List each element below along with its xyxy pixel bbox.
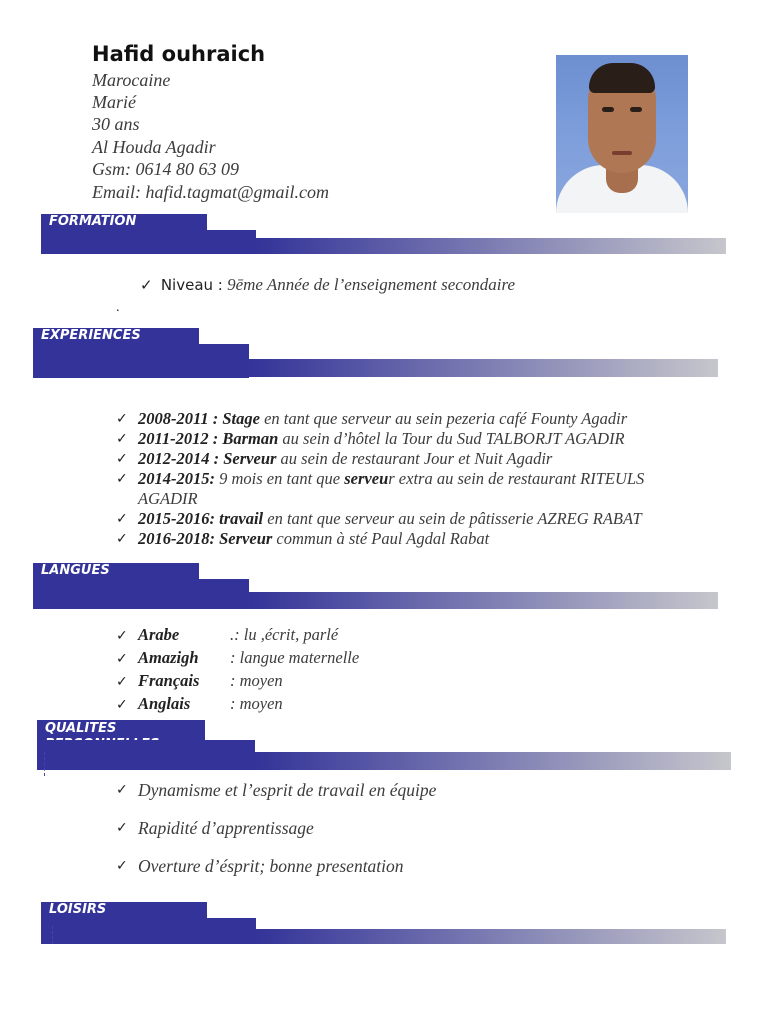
section-header-loisirs xyxy=(41,902,727,944)
profile-photo xyxy=(556,55,688,213)
check-icon: ✓ xyxy=(116,531,128,547)
formation-level xyxy=(140,275,515,295)
list-item: ✓ Arabe .: lu ,écrit, parlé xyxy=(116,623,616,646)
section-title-loisirs: LOISIRS xyxy=(41,902,207,918)
list-item: ✓ 2016-2018: Serveur commun à sté Paul Agdal Rabat xyxy=(116,529,490,548)
check-icon: ✓ xyxy=(116,411,128,427)
info-marital-status: Marié xyxy=(92,92,136,112)
check-icon: ✓ xyxy=(116,674,128,690)
check-icon: ✓ xyxy=(116,820,128,836)
decorative-dashes xyxy=(44,752,45,776)
check-icon: ✓ xyxy=(116,471,128,487)
faint-artifact-text xyxy=(50,772,210,775)
check-icon: ✓ xyxy=(116,628,128,644)
formation-label: Niveau : xyxy=(160,276,223,294)
section-header-langues xyxy=(33,563,719,605)
info-email: Email: hafid.tagmat@gmail.com xyxy=(92,182,330,202)
section-header-experiences xyxy=(33,328,719,370)
list-item: ✓ Anglais : moyen xyxy=(116,692,616,715)
check-icon: ✓ xyxy=(116,858,128,874)
experience-list xyxy=(116,409,716,549)
list-item: ✓ 2008-2011 : Stage en tant que serveur au sein pezeria café Founty Agadir xyxy=(116,409,628,428)
check-icon: ✓ xyxy=(116,651,128,667)
info-age: 30 ans xyxy=(92,114,140,134)
list-item: ✓ Overture d’ésprit; bonne presentation xyxy=(116,856,404,876)
info-phone: Gsm: 0614 80 63 09 xyxy=(92,159,239,179)
section-title-formation: FORMATION xyxy=(41,214,207,230)
list-item: ✓ 2011-2012 : Barman au sein d’hôtel la Tour du Sud TALBORJT AGADIR xyxy=(116,429,625,448)
decorative-dashes xyxy=(52,926,53,944)
list-item: ✓ Dynamisme et l’esprit de travail en équipe xyxy=(116,780,437,800)
list-item: ✓ 2015-2016: travail en tant que serveur au sein de pâtisserie AZREG RABAT xyxy=(116,509,642,528)
check-icon: ✓ xyxy=(116,511,128,527)
formation-value: 9ēme Année de l’enseignement secondaire xyxy=(227,275,516,294)
section-title-experiences: EXPERIENCES xyxy=(33,328,199,344)
section-header-formation xyxy=(41,214,727,256)
section-header-qualites xyxy=(37,720,731,762)
qualities-list xyxy=(116,780,616,876)
check-icon: ✓ xyxy=(116,782,128,798)
check-icon: ✓ xyxy=(140,276,153,294)
check-icon: ✓ xyxy=(116,451,128,467)
candidate-name: Hafid ouhraich xyxy=(92,42,266,66)
stray-dot: . xyxy=(116,300,120,315)
info-address: Al Houda Agadir xyxy=(92,137,216,157)
list-item: ✓ Amazigh : langue maternelle xyxy=(116,646,616,669)
list-item: ✓ 2012-2014 : Serveur au sein de restaurant Jour et Nuit Agadir xyxy=(116,449,553,468)
list-item: ✓ Rapidité d’apprentissage xyxy=(116,818,314,838)
list-item: ✓ Français : moyen xyxy=(116,669,616,692)
check-icon: ✓ xyxy=(116,697,128,713)
list-item: ✓ 2014-2015: 9 mois en tant que serveur extra au sein de restaurant RITEULS AGADIR xyxy=(116,469,645,508)
language-list xyxy=(116,623,616,715)
section-title-qualites: QUALITES xyxy=(37,720,205,754)
section-title-langues: LANGUES xyxy=(33,563,199,579)
check-icon: ✓ xyxy=(116,431,128,447)
info-nationality: Marocaine xyxy=(92,70,171,90)
